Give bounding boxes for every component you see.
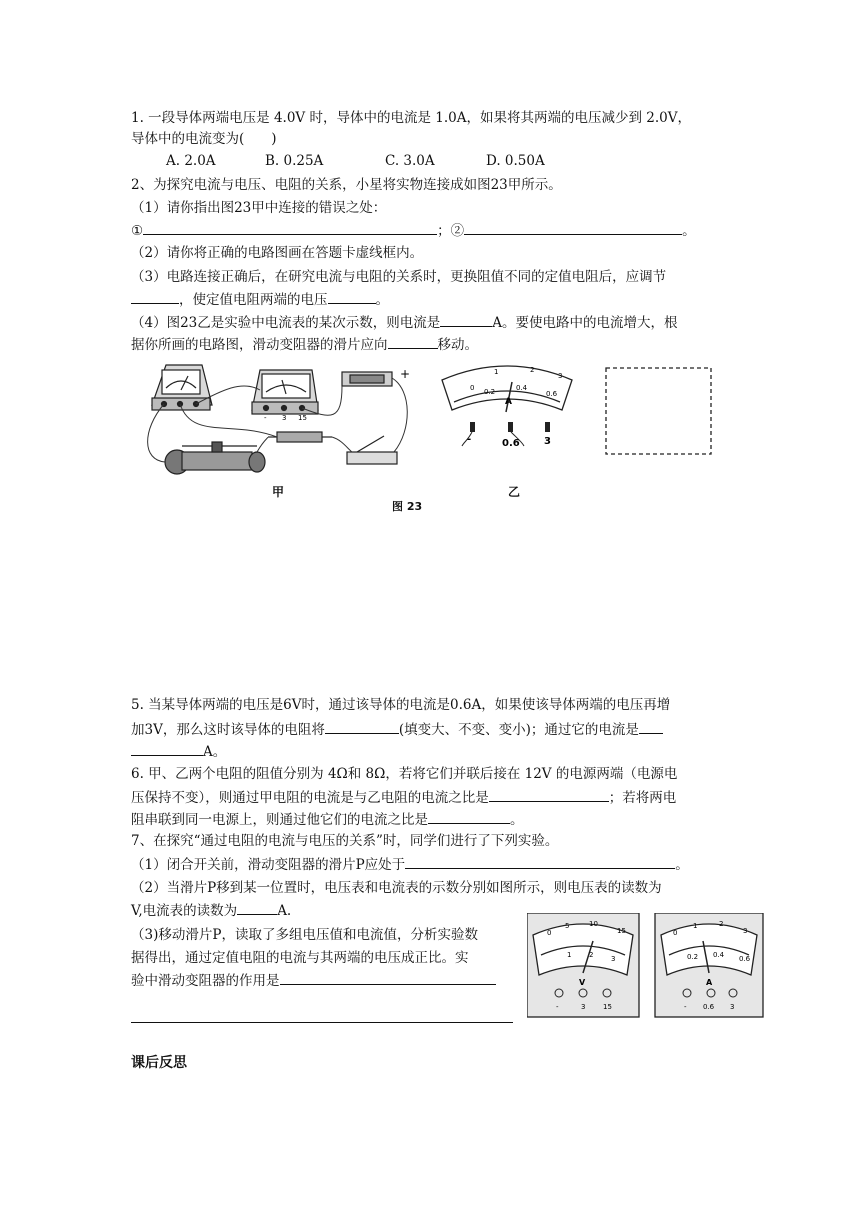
q1-option-c: C. 3.0A — [385, 153, 435, 169]
voltmeter-terminal-15: 15 — [298, 414, 307, 422]
ammeter-scale-label: 0 — [470, 384, 475, 392]
q2-intro: 2、为探究电流与电压、电阻的关系，小星将实物连接成如图23甲所示。 — [131, 177, 562, 193]
q1-line2: 导体中的电流变为( ) — [131, 131, 277, 147]
text: 据你所画的电路图，滑动变阻器的滑片应向 — [131, 337, 388, 353]
q7-part2-b — [131, 901, 291, 920]
ammeter-scale-label: 0.2 — [484, 388, 496, 396]
text: （4）图23乙是实验中电流表的某次示数，则电流是 — [131, 315, 441, 331]
q2-part4-a — [131, 313, 678, 332]
voltmeter-scale: 10 — [589, 920, 598, 928]
figure-label-jia: 甲 — [272, 485, 285, 499]
ammeter-scale-label: 0.4 — [516, 384, 528, 392]
ammeter-scale-label: 3 — [558, 372, 563, 380]
text: ；若将两电 — [608, 790, 677, 806]
rheostat-device — [165, 442, 265, 474]
voltmeter-scale: 5 — [565, 922, 570, 930]
text: V,电流表的读数为 — [131, 903, 238, 919]
ammeter-scale: 1 — [693, 922, 698, 930]
q7-part1 — [131, 855, 689, 874]
q1-option-a: A. 2.0A — [166, 153, 216, 169]
q2-part1-answers — [131, 221, 696, 240]
q1-option-b: B. 0.25A — [265, 153, 324, 169]
voltmeter-lower: 1 — [567, 951, 572, 959]
q7-part3-b: 据得出，通过定值电阻的电流与其两端的电压成正比。实 — [131, 950, 469, 966]
voltmeter-terminal: 3 — [581, 1003, 586, 1011]
figure-caption: 图 23 — [392, 500, 423, 513]
terminal-label: 3 — [544, 436, 551, 447]
ammeter-device — [252, 370, 318, 414]
ammeter-scale-label: 2 — [530, 366, 535, 374]
text: 移动。 — [437, 337, 478, 353]
ammeter-lower: 0.4 — [713, 951, 725, 959]
text: 阻串联到同一电源上，则通过他它们的电流之比是 — [131, 812, 428, 828]
ammeter-terminal: - — [684, 1003, 687, 1011]
q2-part2: （2）请你将正确的电路图画在答题卡虚线框内。 — [131, 245, 424, 261]
period: 。 — [682, 223, 696, 239]
terminal-label: 0.6 — [502, 438, 520, 449]
q5-line2 — [131, 720, 663, 739]
q6-line2 — [131, 788, 676, 807]
answer-blank[interactable] — [639, 720, 663, 734]
voltmeter-lower: 3 — [611, 955, 616, 963]
battery-device — [342, 372, 392, 386]
reflection-heading: 课后反思 — [131, 1055, 187, 1071]
answer-blank[interactable] — [237, 901, 277, 915]
answer-blank[interactable] — [143, 221, 437, 235]
text: (填变大、不变、变小)；通过它的电流是 — [398, 722, 639, 738]
q2-part3-a: （3）电路连接正确后，在研究电流与电阻的关系时，更换阻值不同的定值电阻后，应调节 — [131, 269, 667, 285]
q1-option-d: D. 0.50A — [486, 153, 545, 169]
text: A。要使电路中的电流增大，根 — [492, 315, 678, 331]
q5-line3 — [131, 742, 226, 761]
text: 压保持不变），则通过甲电阻的电流是与乙电阻的电流之比是 — [131, 790, 489, 806]
voltmeter-terminal-neg: - — [264, 414, 267, 422]
switch-device — [347, 436, 397, 464]
answer-line[interactable] — [131, 1022, 513, 1023]
q7-part2-a: （2）当滑片P移到某一位置时，电压表和电流表的示数分别如图所示，则电压表的读数为 — [131, 880, 662, 896]
text: 加3V，那么这时该导体的电阻将 — [131, 722, 325, 738]
q7-part3-c — [131, 971, 496, 990]
answer-blank[interactable] — [428, 810, 510, 824]
answer-blank[interactable] — [325, 720, 399, 734]
voltmeter-lower: 2 — [589, 951, 594, 959]
text: A. — [277, 903, 292, 919]
answer-dashed-box[interactable] — [606, 368, 711, 454]
q2-part1: （1）请你指出图23甲中连接的错误之处： — [131, 200, 387, 216]
ammeter-terminal: 3 — [730, 1003, 735, 1011]
ammeter-scale: 2 — [719, 920, 724, 928]
answer-blank[interactable] — [440, 313, 492, 327]
ammeter-scale-label: 1 — [494, 368, 499, 376]
plus-sign: + — [400, 367, 411, 381]
ammeter-unit: A — [505, 397, 512, 407]
answer-blank[interactable] — [131, 742, 203, 756]
answer-mark-1: ① — [131, 223, 144, 239]
voltmeter-scale: 15 — [617, 927, 626, 935]
ammeter-unit: A — [706, 978, 713, 987]
voltmeter-device — [152, 365, 212, 410]
ammeter-scale: 0 — [673, 929, 678, 937]
answer-blank[interactable] — [280, 971, 496, 985]
q2-part3-b — [131, 290, 389, 309]
q7-meters-figure — [527, 913, 767, 1018]
q2-part4-b — [131, 335, 478, 354]
answer-blank[interactable] — [464, 221, 682, 235]
voltmeter-terminal: - — [556, 1003, 559, 1011]
text: 。 — [510, 812, 524, 828]
text: ，使定值电阻两端的电压 — [179, 292, 328, 308]
ammeter-lower: 0.6 — [739, 955, 751, 963]
q5-line1: 5. 当某导体两端的电压是6V时，通过该导体的电流是0.6A，如果使该导体两端的电压再增 — [131, 697, 671, 713]
text: 验中滑动变阻器的作用是 — [131, 973, 280, 989]
separator: ；② — [437, 223, 465, 239]
q6-line3 — [131, 810, 524, 829]
text: 。 — [375, 292, 389, 308]
answer-blank[interactable] — [388, 335, 438, 349]
figure-label-yi: 乙 — [508, 485, 521, 499]
q1-line1: 1. 一段导体两端电压是 4.0V 时，导体中的电流是 1.0A，如果将其两端的电压减少到 2.0V， — [131, 110, 691, 126]
voltmeter-terminal-3: 3 — [282, 414, 287, 422]
ammeter-scale: 3 — [743, 927, 748, 935]
q7-part3-a: （3)移动滑片P，读取了多组电压值和电流值，分析实验数 — [131, 927, 478, 943]
resistor-device — [268, 432, 332, 442]
text: A。 — [203, 744, 227, 760]
text: （1）闭合开关前，滑动变阻器的滑片P应处于 — [131, 857, 406, 873]
voltmeter-terminal: 15 — [603, 1003, 612, 1011]
ammeter-terminal: 0.6 — [703, 1003, 715, 1011]
answer-blank[interactable] — [489, 788, 609, 802]
answer-blank[interactable] — [131, 290, 179, 304]
ammeter-terminals — [470, 422, 550, 432]
ammeter-scale-label: 0.6 — [546, 390, 558, 398]
q6-line1: 6. 甲、乙两个电阻的阻值分别为 4Ω和 8Ω，若将它们并联后接在 12V 的电源两端（电源电 — [131, 766, 678, 782]
figure-23-circuit — [132, 360, 722, 520]
text: 。 — [675, 857, 689, 873]
terminal-label: - — [467, 434, 472, 445]
ammeter-lower: 0.2 — [687, 953, 699, 961]
answer-blank[interactable] — [405, 855, 675, 869]
q7-intro: 7、在探究“通过电阻的电流与电压的关系”时，同学们进行了下列实验。 — [131, 833, 559, 849]
voltmeter-scale: 0 — [547, 929, 552, 937]
voltmeter-unit: V — [579, 978, 586, 987]
answer-blank[interactable] — [328, 290, 376, 304]
